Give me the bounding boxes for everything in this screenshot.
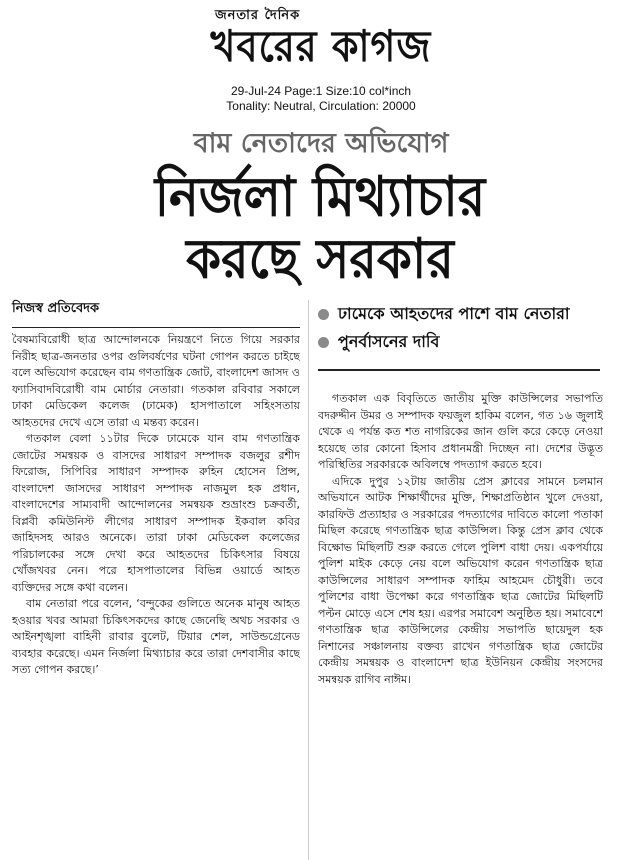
bullet-item xyxy=(318,300,618,328)
byline-rule xyxy=(12,327,300,328)
newspaper-name: খবরের কাগজ xyxy=(210,20,432,72)
clipping-meta-line2: Tonality: Neutral, Circulation: 20000 xyxy=(226,99,416,113)
bullet-rule xyxy=(318,369,600,371)
bullet-dot-icon xyxy=(318,309,329,320)
clipping-meta-line1: 29-Jul-24 Page:1 Size:10 col*inch xyxy=(230,84,412,98)
byline: নিজস্ব প্রতিবেদক xyxy=(12,301,100,316)
bullet-list xyxy=(318,300,618,356)
bullet-text: পুনর্বাসনের দাবি xyxy=(338,331,440,351)
body-column-right xyxy=(318,391,603,860)
bullet-dot-icon xyxy=(318,337,329,348)
body-paragraph: গতকাল এক বিবৃতিতে জাতীয় মুক্তি কাউন্সিলের সভাপতি বদরুদ্দীন উমর ও সম্পাদক ফয়জুল হাকিম বলেন, গত ১৬ জুলাই থেকে এ পর্যন্ত কত শত নাগরিকের জান গুলি করে কেড়ে নেওয়া হয়েছে তার কোনো হিসাব প্রধানমন্ত্রী দিচ্ছেন না। দেশের উদ্ভূত পরিস্থিতির সরকারকে অবিলম্বে পদত্যাগ করতে হবে। xyxy=(318,392,603,471)
body-paragraph: বাম নেতারা পরে বলেন, ‘বন্দুকের গুলিতে অনেক মানুষ আহত হওয়ার খবর আমরা চিকিৎসকদের কাছে জেনেছি অথচ সরকার ও আইনশৃঙ্খলা বাহিনী রাবার বুলেট, টিয়ার শেল, সাউন্ডগ্রেনেড ব্যবহার করেছে। এমন নির্জলা মিথ্যাচার করে তারা দেশবাসীর কাছে সত্য গোপন করছে।’ xyxy=(12,597,300,676)
headline-line2: করছে সরকার xyxy=(186,227,454,291)
masthead xyxy=(0,0,642,118)
body-paragraph: এদিকে দুপুর ১২টায় জাতীয় প্রেস ক্লাবের সামনে চলমান অভিযানে আটক শিক্ষার্থীদের মুক্তি, শিক্ষাপ্রতিষ্ঠান খুলে দেওয়া, কারফিউ প্রত্যাহার ও সরকারের পদত্যাগের দাবিতে কালো পতাকা মিছিল করেছে গণতান্ত্রিক ছাত্র কাউন্সিল। কিন্তু প্রেস ক্লাব থেকে বিক্ষোভ মিছিলটি শুরু করতে গেলে পুলিশ বাধা দেয়। একপর্যায়ে পুলিশ মাইক কেড়ে নেয় বলে অভিযোগ করেন গণতান্ত্রিক ছাত্র কাউন্সিলের সাধারণ সম্পাদক ফাহিম আহমেদ চৌধুরী। তবে পুলিশের বাধা উপেক্ষা করে গণতান্ত্রিক ছাত্র জোটের মিছিলটি পল্টন মোড়ে এসে শেষ হয়। এরপর সমাবেশ অনুষ্ঠিত হয়। সমাবেশে গণতান্ত্রিক ছাত্র কাউন্সিলের কেন্দ্রীয় সভাপতি ছায়েদুল হক নিশানের সঞ্চালনায় বক্তব্য রাখেন গণতান্ত্রিক ছাত্র জোটের কেন্দ্রীয় সমন্বয়ক ও বাংলাদেশ ছাত্র ইউনিয়ন কেন্দ্রীয় সংসদের সমন্বয়ক রাগিব নাঈম। xyxy=(318,474,603,686)
bullet-item xyxy=(318,328,618,356)
headline-line1: নির্জলা মিথ্যাচার xyxy=(154,165,486,229)
bullet-text: ঢামেকে আহতদের পাশে বাম নেতারা xyxy=(338,303,570,323)
body-paragraph: গতকাল বেলা ১১টার দিকে ঢামেকে যান বাম গণতান্ত্রিক জোটের সমন্বয়ক ও বাসদের সাধারণ সম্পাদক বজলুর রশীদ ফিরোজ, সিপিবির সাধারণ সম্পাদক রুহিন হোসেন প্রিন্স, বাংলাদেশ জাসদের সাধারণ সম্পাদক নাজমুল হক প্রধান, বাংলাদেশের সাম্যবাদী আন্দোলনের সমন্বয়ক শুভ্রাংশু চক্রবর্তী, বিপ্লবী কমিউনিস্ট লীগের সাধারণ সম্পাদক ইকবাল কবির জাহিদসহ আরও অনেকে। তারা ঢাকা মেডিকেল কলেজের পরিচালকের সঙ্গে দেখা করে আহতদের চিকিৎসার বিষয়ে খোঁজখবর নেন। পরে হাসপাতালের বিভিন্ন ওয়ার্ডে আহত ব্যক্তিদের সঙ্গে কথা বলেন। xyxy=(12,432,300,594)
body-paragraph: বৈষম্যবিরোধী ছাত্র আন্দোলনকে নিয়ন্ত্রণে নিতে গিয়ে সরকার নিরীহ ছাত্র-জনতার ওপর গুলিবর্ষণের ঘটনা গোপন করতে চাইছে বলে অভিযোগ করেছেন বাম গণতান্ত্রিক জোট, বাংলাদেশ জাসদ ও ফ্যাসিবাদবিরোধী বাম মোর্চার নেতারা। গতকাল রবিবার সকালে ঢাকা মেডিকেল কলেজ (ঢামেক) হাসপাতালে সহিংসতায় আহতদের দেখে এসে তারা এ মন্তব্য করেন। xyxy=(12,333,300,429)
body-column-left xyxy=(12,332,300,860)
masthead-tagline: জনতার দৈনিক xyxy=(215,8,301,23)
headline-kicker: বাম নেতাদের অভিযোগ xyxy=(193,128,449,159)
column-divider xyxy=(308,300,309,860)
